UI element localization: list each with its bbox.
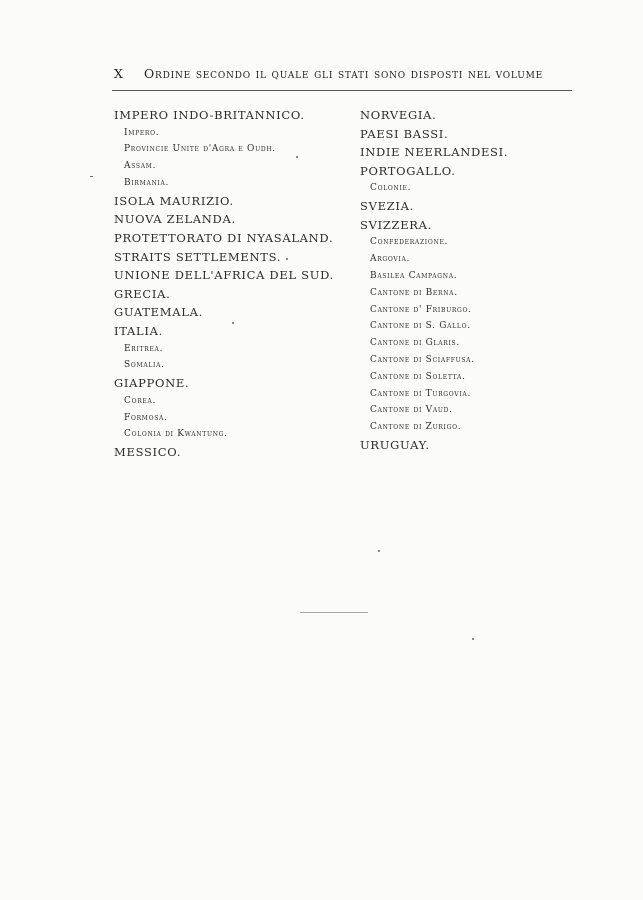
sub-entry: Corea. [124, 395, 157, 406]
paper-speck [90, 176, 93, 177]
state-entry: SVIZZERA. [360, 217, 433, 232]
header-rule [112, 90, 572, 91]
state-entry: GIAPPONE. [114, 376, 190, 391]
state-entry: IMPERO INDO-BRITANNICO. [114, 108, 305, 122]
sub-entry: Formosa. [124, 412, 168, 423]
sub-entry: Confederazione. [370, 237, 449, 248]
sub-entry: Argovia. [370, 254, 411, 265]
sub-entry: Cantone di Soletta. [370, 371, 466, 382]
state-entry: INDIE NEERLANDESI. [360, 145, 509, 160]
paper-speck [232, 322, 234, 324]
state-entry: GRECIA. [114, 286, 171, 301]
state-entry: PROTETTORATO DI NYASALAND. [114, 230, 334, 245]
sub-entry: Cantone d' Friburgo. [370, 304, 472, 315]
state-entry: MESSICO. [114, 445, 182, 460]
state-entry: STRAITS SETTLEMENTS. [114, 249, 282, 264]
sub-entry: Colonie. [370, 183, 412, 194]
sub-entry: Basilea Campagna. [370, 270, 458, 281]
state-entry: GUATEMALA. [114, 305, 203, 320]
running-title: Ordine secondo il quale gli stati sono disposti nel volume [144, 66, 543, 81]
sub-entry: Somalia. [124, 360, 165, 371]
paper-speck [472, 638, 474, 640]
state-entry: PAESI BASSI. [360, 126, 449, 141]
state-entry: UNIONE DELL'AFRICA DEL SUD. [114, 268, 334, 283]
sub-entry: Provincie Unite d'Agra e Oudh. [124, 144, 276, 155]
page-header [114, 66, 572, 88]
state-entry: URUGUAY. [360, 437, 430, 452]
sub-entry: Colonia di Kwantung. [124, 429, 228, 440]
state-entry: SVEZIA. [360, 199, 414, 214]
sub-entry: Cantone di Berna. [370, 287, 458, 298]
sub-entry: Eritrea. [124, 343, 164, 354]
paper-speck [378, 550, 380, 552]
sub-entry: Cantone di Zurigo. [370, 422, 462, 433]
state-entry: NUOVA ZELANDA. [114, 212, 236, 227]
state-entry: ISOLA MAURIZIO. [114, 193, 234, 208]
sub-entry: Cantone di Vaud. [370, 405, 453, 416]
page-number: X [114, 66, 124, 81]
left-column [114, 106, 354, 462]
state-entry: NORVEGIA. [360, 108, 437, 122]
sub-entry: Cantone di S. Gallo. [370, 321, 471, 332]
paper-speck [296, 156, 298, 158]
sub-entry: Cantone di Glaris. [370, 338, 460, 349]
sub-entry: Assam. [124, 161, 157, 172]
state-entry: ITALIA. [114, 323, 163, 338]
sub-entry: Cantone di Sciaffusa. [370, 354, 475, 365]
sub-entry: Impero. [124, 127, 160, 138]
paper-speck [286, 258, 288, 260]
sub-entry: Cantone di Turgovia. [370, 388, 472, 399]
end-rule [300, 612, 368, 613]
right-column [360, 106, 570, 455]
state-entry: PORTOGALLO. [360, 163, 456, 178]
sub-entry: Birmania. [124, 177, 170, 188]
